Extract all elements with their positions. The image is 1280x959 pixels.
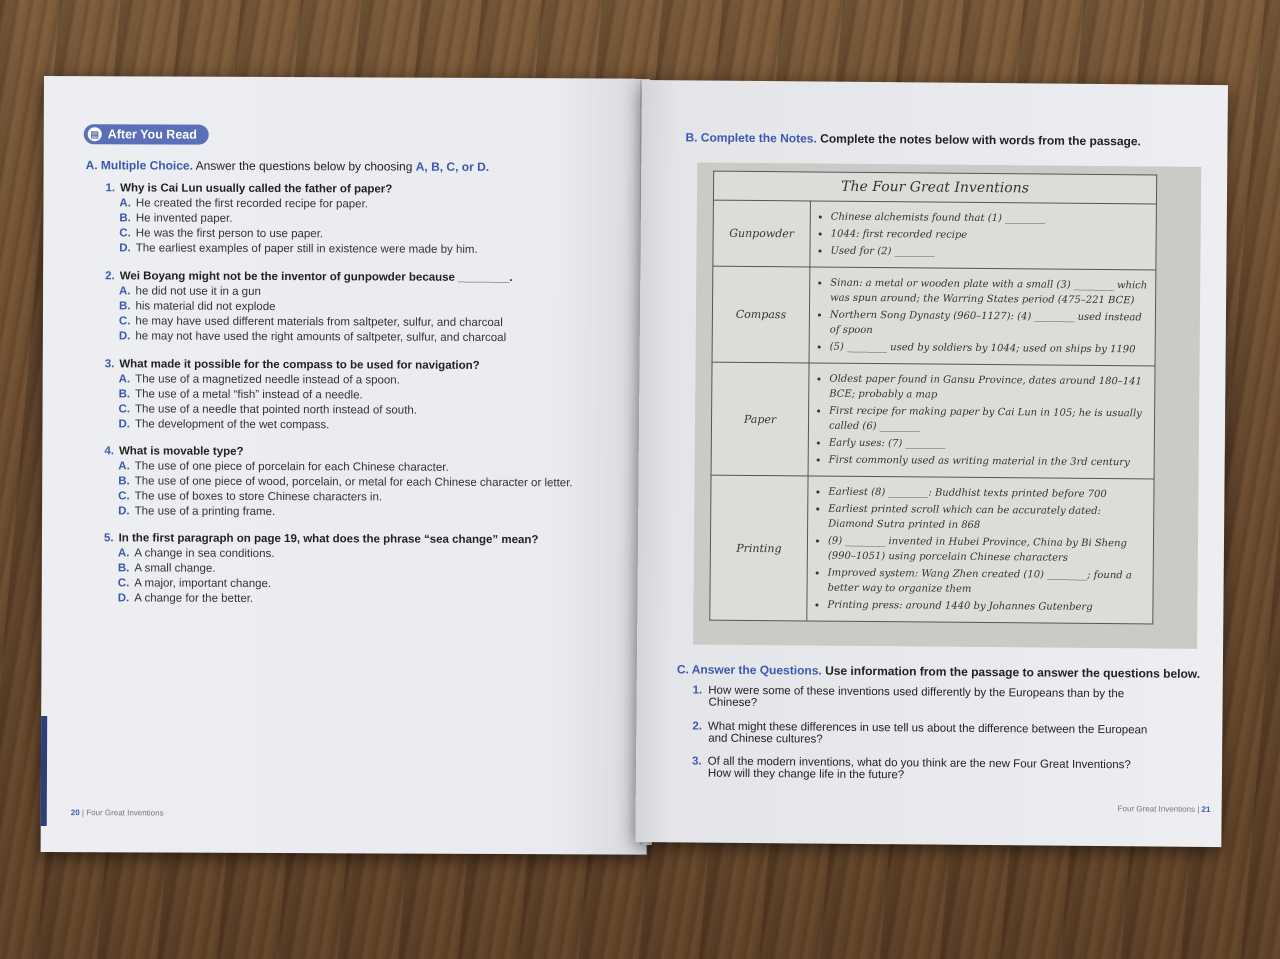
c-question-2: 2. What might these differences in use tell us about the difference between the European and Chinese cultures? (692, 720, 1148, 746)
question-3: 3. What made it possible for the compass to be used for navigation? A. The use of a magnetized needle instead of a spoon. B. The use of a metal “fish” instead of a needle. C. The use of a needle that pointed north instead of south. D. The development of the wet compass. (104, 358, 480, 432)
category-cell: Printing (710, 475, 808, 621)
section-c-heading: C. Answer the Questions. Use information from the passage to answer the questions below. (676, 662, 1201, 681)
c-question-1: 1. How were some of these inventions used differently by the Europeans than by the Chinese? (692, 684, 1125, 710)
badge-label: After You Read (107, 127, 197, 142)
note-item: • (5) ________ used by soldiers by 1044; used on ships by 1190 (830, 340, 1147, 358)
c-question-3: 3. Of all the modern inventions, what do you think are the new Four Great Inventions? How will they change life in the future? (692, 755, 1131, 782)
note-item: • Printing press: around 1440 by Johannes Gutenberg (827, 598, 1144, 616)
reading-icon: ▤ (88, 127, 102, 141)
note-item: • Early uses: (7) ________ (829, 436, 1146, 454)
right-page (635, 80, 1228, 847)
note-item: • (9) ________ invented in Hubei Province, China by Bi Sheng (990–1051) using porcelain Chinese characters (828, 534, 1145, 567)
note-item: • Used for (2) ________ (830, 244, 1147, 262)
margin-bar (41, 716, 47, 826)
category-cell: Paper (711, 362, 809, 476)
question-2: 2. Wei Boyang might not be the inventor of gunpowder because ________. A. he did not use it in a gun B. his material did not explode C. he may have used different materials from saltpeter, sulfur, and charcoal D. he may not have used the right amounts of saltpeter, sulfur, and charcoal (105, 270, 513, 345)
section-b-heading: B. Complete the Notes. Complete the notes below with words from the passage. (685, 130, 1141, 149)
section-a-heading: A. Multiple Choice. Answer the questions below by choosing A, B, C, or D. (85, 158, 490, 174)
right-footer: Four Great Inventions | 21 (1117, 804, 1211, 814)
note-item: • Chinese alchemists found that (1) ________ (831, 210, 1148, 228)
note-item: • Earliest (8) ________: Buddhist texts printed before 700 (828, 485, 1145, 503)
left-footer: 20 | Four Great Inventions (70, 808, 164, 818)
note-item: • First recipe for making paper by Cai Lun in 105; he is usually called (6) ________ (829, 404, 1146, 437)
note-item: • Northern Song Dynasty (960–1127): (4) ________ used instead of spoon (830, 308, 1147, 341)
left-page (41, 76, 650, 855)
table-row (711, 362, 1155, 479)
question-4: 4. What is movable type? A. The use of one piece of porcelain for each Chinese character. B. The use of one piece of wood, porcelain, or metal for each Chinese character or letter. C. The use of boxes to store Chinese characters in. D. The use of a printing frame. (104, 445, 573, 519)
table-row (710, 475, 1154, 624)
note-item: • Sinan: a metal or wooden plate with a small (3) ________ which was spun around; the Warring States period (475–221 BCE) (830, 276, 1147, 309)
table-title: The Four Great Inventions (713, 171, 1156, 204)
note-item: • 1044: first recorded recipe (831, 227, 1148, 245)
category-cell: Compass (712, 266, 810, 363)
note-item: • Improved system: Wang Zhen created (10) ________; found a better way to organize them (828, 566, 1145, 599)
table-row (712, 266, 1156, 366)
note-item: • First commonly used as writing material in the 3rd century (829, 453, 1146, 471)
note-item: • Earliest printed scroll which can be accurately dated: Diamond Sutra printed in 868 (828, 502, 1145, 535)
table-row (713, 200, 1157, 270)
four-inventions-table (709, 171, 1157, 625)
question-5: 5. In the first paragraph on page 19, what does the phrase “sea change” mean? A. A change in sea conditions. B. A small change. C. A major, important change. D. A change for the better. (103, 532, 539, 605)
note-item: • Oldest paper found in Gansu Province, dates around 180–141 BCE; probably a map (829, 372, 1146, 405)
after-you-read-badge (84, 124, 209, 145)
category-cell: Gunpowder (713, 200, 811, 267)
question-1: 1. Why is Cai Lun usually called the father of paper? A. He created the first recorded recipe for paper. B. He invented paper. C. He was the first person to use paper. D. The earliest examples of paper still in existence were made by him. (105, 182, 478, 256)
